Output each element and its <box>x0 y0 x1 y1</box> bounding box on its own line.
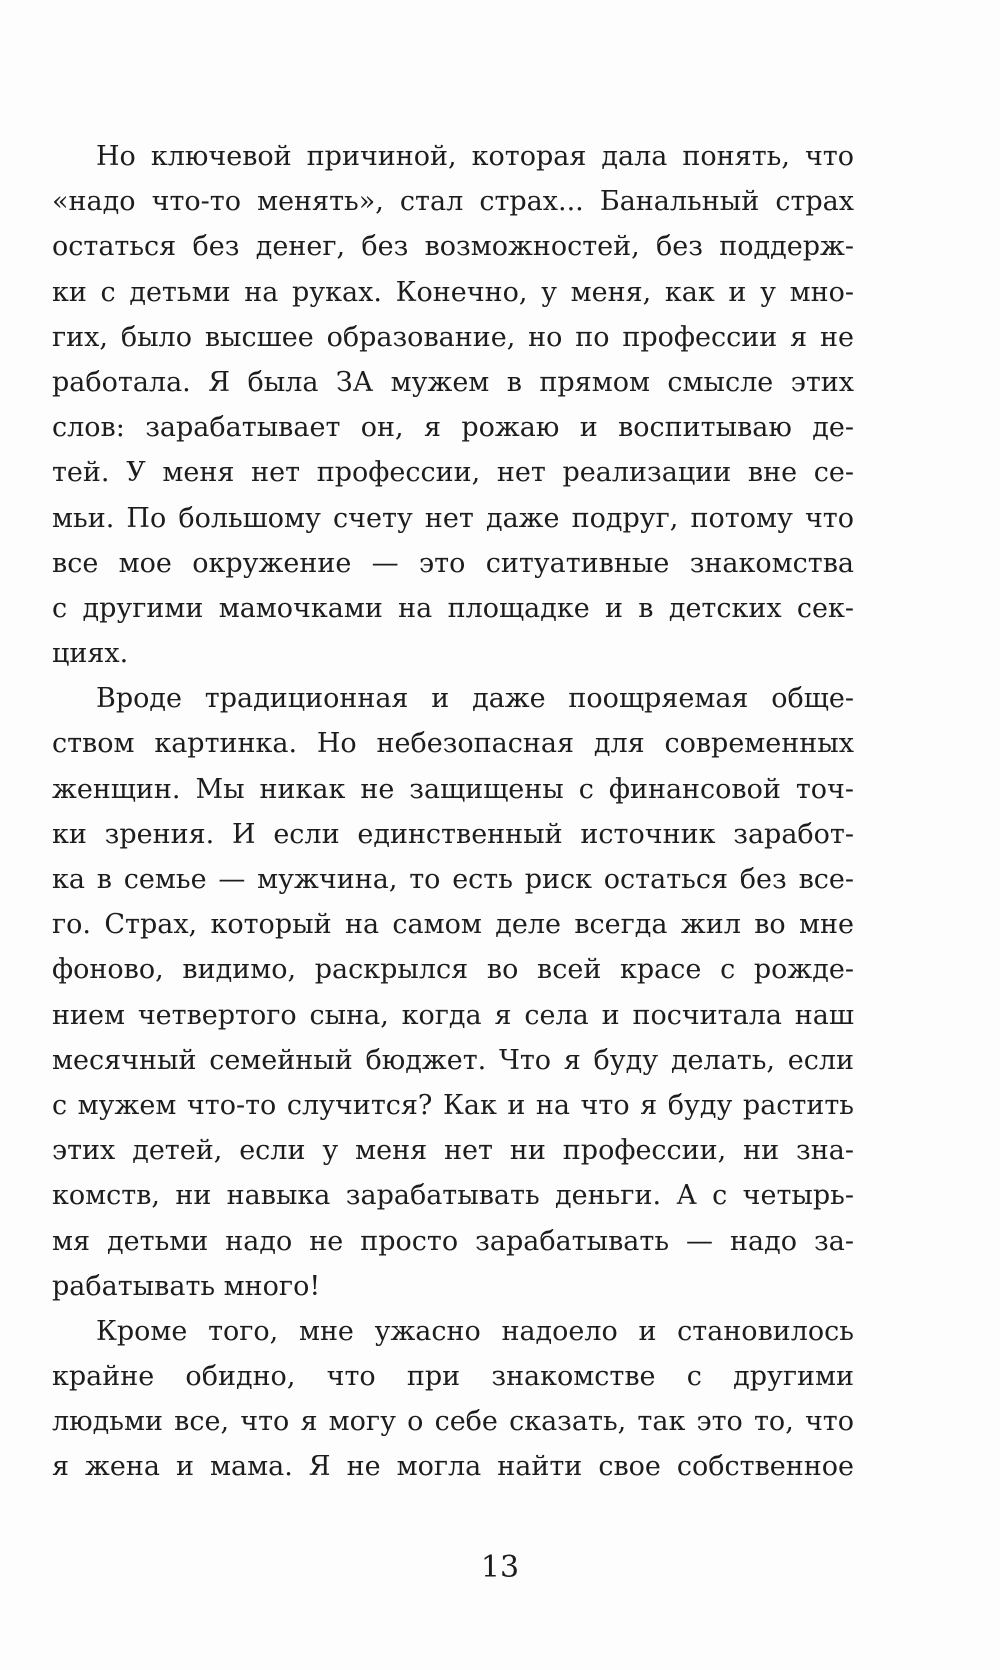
text-line: людьми все, что я могу о себе сказать, так это то, что <box>52 1406 854 1438</box>
text-line: го. Страх, который на самом деле всегда жил во мне <box>52 909 854 941</box>
text-line: фоново, видимо, раскрылся во всей красе с рожде- <box>52 954 854 986</box>
text-line: комств, ни навыка зарабатывать деньги. А с четырь- <box>52 1180 854 1212</box>
text-line: мя детьми надо не просто зарабатывать — надо за- <box>52 1225 854 1257</box>
text-line: крайне обидно, что при знакомстве с другими <box>52 1361 854 1393</box>
text-line: с другими мамочками на площадке и в детских сек- <box>52 592 854 624</box>
text-line: остаться без денег, без возможностей, без поддерж- <box>52 231 854 263</box>
text-line: все мое окружение — это ситуативные знакомства <box>52 547 854 579</box>
text-line: тей. У меня нет профессии, нет реализации вне се- <box>52 457 854 489</box>
text-line: рабатывать много! <box>52 1270 321 1302</box>
paragraph-1 <box>52 134 854 676</box>
text-line: нием четвертого сына, когда я села и посчитала наш <box>52 999 854 1031</box>
text-line: этих детей, если у меня нет ни профессии, ни зна- <box>52 1135 854 1167</box>
page-number: 13 <box>480 1550 520 1585</box>
text-line: работала. Я была ЗА мужем в прямом смысле этих <box>52 366 854 398</box>
text-line: с мужем что-то случится? Как и на что я буду растить <box>52 1089 854 1121</box>
body-text <box>52 134 854 1490</box>
text-line: мьи. По большому счету нет даже подруг, потому что <box>52 502 854 534</box>
paragraph-2 <box>52 676 854 1309</box>
text-line: Вроде традиционная и даже поощряемая обще- <box>96 683 854 715</box>
text-line: циях. <box>52 638 129 670</box>
text-line: женщин. Мы никак не защищены с финансовой точ- <box>52 773 854 805</box>
text-line: ки зрения. И если единственный источник заработ- <box>52 818 854 850</box>
text-line: гих, было высшее образование, но по профессии я не <box>52 321 854 353</box>
text-line: ка в семье — мужчина, то есть риск остаться без все- <box>52 864 854 895</box>
text-line: ством картинка. Но небезопасная для современных <box>52 728 854 760</box>
text-line: ки с детьми на руках. Конечно, у меня, как и у мно- <box>52 276 854 308</box>
text-line: Но ключевой причиной, которая дала понять, что <box>96 141 854 172</box>
paragraph-3 <box>52 1309 854 1490</box>
text-line: месячный семейный бюджет. Что я буду делать, если <box>52 1044 854 1076</box>
text-line: слов: зарабатывает он, я рожаю и воспитываю де- <box>52 412 854 444</box>
text-line: я жена и мама. Я не могла найти свое собственное <box>52 1451 854 1483</box>
text-line: Кроме того, мне ужасно надоело и становилось <box>96 1315 854 1347</box>
text-line: «надо что-то менять», стал страх... Банальный страх <box>52 186 854 218</box>
